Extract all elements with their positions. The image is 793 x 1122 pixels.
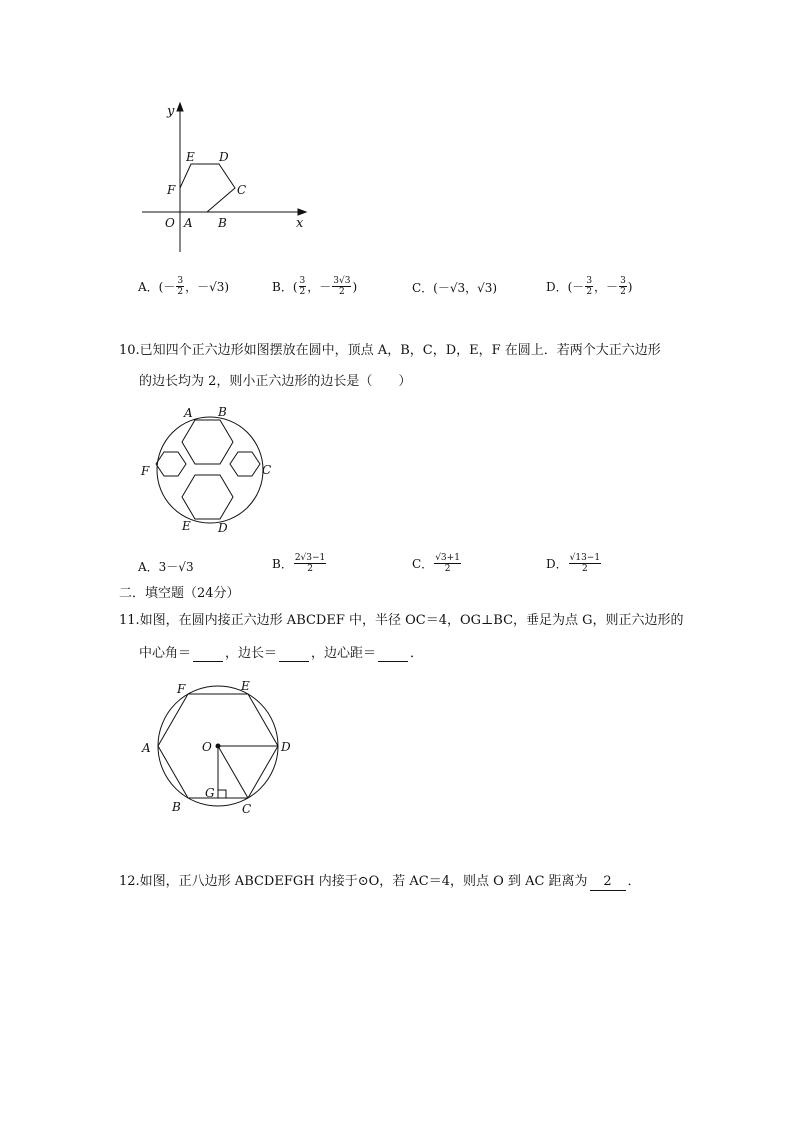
fraction: $\frac{√13-1}{2}$ [569,553,601,574]
q10-stem-line1: 10.已知四个正六边形如图摆放在圆中，顶点 A，B，C，D，E，F 在圆上．若两个大正六边形 [119,343,661,358]
section-title: 二．填空题（24分） [119,586,240,601]
label-A: A [142,741,151,755]
label-F: F [141,464,150,478]
label-B: B [218,216,227,230]
q10-option-c[interactable]: C． $\frac{√3+1}{2}$ [412,553,460,574]
q10-option-d[interactable]: D． $\frac{√13-1}{2}$ [546,553,601,574]
center-point [216,744,221,749]
label-F: F [167,183,176,197]
label-E: E [186,150,195,164]
label-G: G [205,786,215,800]
fraction: $\frac{3}{2}$ [586,276,593,297]
label-F: F [177,682,186,696]
fraction: $\frac{3}{2}$ [299,276,306,297]
q9-option-b[interactable]: B．( $\frac{3}{2}$ ，－ $\frac{3√3}{2}$ ) [272,276,358,297]
label-O: O [202,740,212,754]
answer-filled[interactable]: 2 [590,874,626,891]
fraction: $\frac{3}{2}$ [620,276,626,297]
hexagon-abcdef [180,164,235,212]
q12-stem: 12.如图，正八边形 ABCDEFGH 内接于⊙O，若 AC＝4，则点 O 到 AC 距离为 2 ． [119,874,641,889]
label-A: A [184,406,193,420]
label-x: x [296,216,304,231]
q10-figure [138,400,278,540]
q9-figure [130,95,320,260]
label-A: A [184,216,193,230]
label-y: y [167,104,175,119]
small-hexagon-right [230,452,260,476]
label-E: E [241,679,250,693]
answer-blank-side-length[interactable] [279,649,309,662]
fraction: $\frac{3}{2}$ [177,276,184,297]
small-hexagon-left [156,452,186,476]
label-D: D [219,150,229,164]
q10-stem-line2: 的边长均为 2，则小正六边形的边长是（ ） [139,374,412,389]
q9-option-c[interactable]: C．(－√3，√3) [412,281,498,295]
fraction: $\frac{√3+1}{2}$ [435,553,460,574]
label-B: B [172,800,181,814]
big-hexagon-top [182,420,233,464]
answer-blank-central-angle[interactable] [193,649,223,662]
label-D: D [218,521,228,535]
q11-stem-line1: 11.如图，在圆内接正六边形 ABCDEF 中，半径 OC＝4，OG⊥BC，垂足为点 G，则正六边形的 [119,613,684,628]
label-C: C [262,463,272,477]
q9-option-a[interactable]: A．(－ $\frac{3}{2}$ ，－√3) [138,276,230,297]
label-B: B [218,405,227,419]
answer-blank-apothem[interactable] [378,649,408,662]
q11-figure [135,675,305,820]
label-D: D [281,740,291,754]
fraction: $\frac{2√3-1}{2}$ [294,553,326,574]
label-C: C [242,802,252,816]
y-axis-arrow [177,103,183,111]
big-hexagon-bottom [182,475,233,519]
q11-stem-line2: 中心角＝ ，边长＝ ，边心距＝ ． [139,646,424,661]
q10-option-a[interactable]: A．3－√3 [138,560,194,574]
x-axis-arrow [298,209,306,215]
q10-option-b[interactable]: B． $\frac{2√3-1}{2}$ [272,553,326,574]
label-C: C [237,183,247,197]
circle [157,417,263,523]
fraction: $\frac{3√3}{2}$ [333,276,351,297]
right-angle-mark [218,790,226,798]
q9-option-d[interactable]: D．(－ $\frac{3}{2}$ ，－ $\frac{3}{2}$ ) [546,276,633,297]
label-E: E [182,519,191,533]
label-O: O [165,216,175,230]
